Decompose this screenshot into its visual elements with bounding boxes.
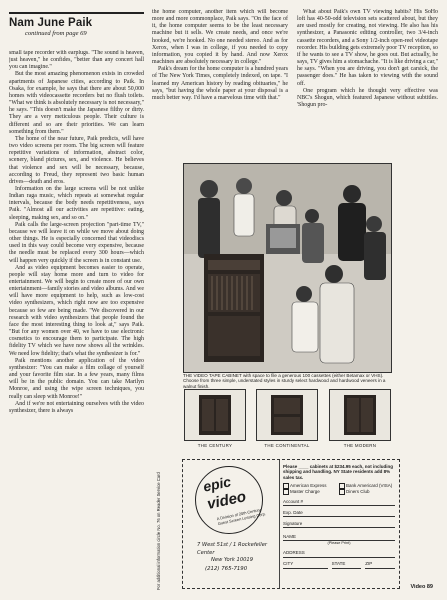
payment-option[interactable]: American Express bbox=[283, 483, 339, 489]
paragraph: And if we're not entertaining ourselves with the video synthesizer, there is always bbox=[9, 400, 144, 414]
paragraph: And as video equipment becomes easier to operate, people will stay home more and turn to video for entertainment. We will begin to create more of our own entertainment—family stories and video albums. And we will have more equipment to help, such as low-cost video synthesizers, which right now are too expensive because so few are being made. "We discovered in our research with video synthesizers that people found the face the most interesting thing to look at," says Paik. "But for any women over 40, we have to use electronic cosmetics to encourage them to participate. The high fidelity TV which we have now shows all the wrinkles. We need low fidelity; that's what the synthesizer is for." bbox=[9, 264, 144, 357]
order-instructions: Please ____ cabinets at $234.95 each, not including shipping and handling. NY State residents add 8% sales tax. bbox=[283, 464, 394, 480]
payment-options bbox=[283, 483, 395, 495]
paragraph: One program which he thought very effective was NBC's Shogun, which featured Japanese without subtitles. 'Shogun pro- bbox=[297, 87, 438, 109]
cabinet-label: THE MODERN bbox=[343, 443, 377, 448]
paragraph: Paik calls the large-screen projection "part-time TV," because we will leave it on while we move about doing other things. He is especially concerned that videodiscs used in this way could become very expensive, because the needle must be replaced every 300 hours—which will happen very quickly if the screen is in constant use. bbox=[9, 221, 144, 264]
photo-caption: THE VIDEO TAPE CABINET with space to file a generous 100 cassettes (either Betamax or VHS). Choose from three simple, understated styles in sturdy select hardwood and hardwood veneers in a walnut finish. bbox=[183, 373, 386, 389]
headline-block bbox=[9, 12, 144, 37]
column-3 bbox=[297, 9, 438, 154]
reader-service-note: For additional information circle No. 76 on Reader Service Card bbox=[156, 472, 161, 590]
company-address: 7 West 51st / 1 Rockefeller Center New York 10019 bbox=[197, 542, 268, 563]
paragraph: small tape recorder with earplugs. "The sound is heaven, just heaven," he confides, "better than any concert hall you can imagine." bbox=[9, 50, 144, 71]
column-1 bbox=[9, 50, 144, 590]
paragraph: But the most amazing phenomenon exists in crowded apartments of Japanese cities, according to Paik. In Osaka, for example, he says that there are about 50,000 homes with videocassette recorders but no flush toilets. "What we think is absolutely necessary is not necessary," he says. "This doesn't make the Japanese filthy or dirty. They are a very meticulous people. Their culture is different and so are their priorities. We can learn something from them." bbox=[9, 71, 144, 135]
company-phone: (212) 765-7190 bbox=[205, 566, 248, 572]
logo-word-video: video bbox=[205, 488, 248, 513]
payment-option[interactable]: Diners Club bbox=[339, 489, 395, 495]
logo-area bbox=[183, 460, 280, 588]
exp-date-field[interactable]: Exp. Date bbox=[283, 508, 395, 517]
cabinet-century bbox=[184, 389, 246, 448]
column-2 bbox=[152, 9, 288, 154]
cabinet-icon bbox=[342, 393, 378, 437]
cabinet-icon bbox=[197, 393, 233, 437]
logo-word-epic: epic bbox=[201, 473, 233, 495]
paragraph: Information on the large screens will be not unlike Indian raga music, which repeats at somewhat regular intervals, because the body needs repetitiveness, says Paik. "Almost all our activities are repetitive: eating, sleeping, making sex, and so on." bbox=[9, 185, 144, 221]
payment-option[interactable]: Master Charge bbox=[283, 489, 339, 495]
page-footer: Video 89 bbox=[410, 584, 433, 590]
cabinet-label: THE CONTINENTAL bbox=[264, 443, 310, 448]
logo-tagline: A Division of 20th Century Guest Screen Lessing Corp. bbox=[216, 507, 267, 526]
checkbox[interactable] bbox=[339, 489, 345, 495]
cabinet-continental bbox=[256, 389, 318, 448]
paragraph: What about Paik's own TV viewing habits? His SoHo loft has 40-50-odd television sets scattered about, but they are used mostly for creating, not viewing. He also has his synthesizer, a Panasonic editing controller, two 3/4-inch cassette recorders, and a Sony 1/2-inch open-reel videotape recorder. His building gets extremely poor TV reception, so if he wants to see a TV show, he goes out. But actually, he says, TV gives him a stomachache. "It is like driving a car," he says. "When you are driving, you don't get carsick, the passenger does." He has taken to viewing with the sound off. bbox=[297, 9, 438, 87]
paragraph: The home of the near future, Paik predicts, will have two video screens per room. The big screen will feature repetitive variations of information, abstract color, scenery, bland pictures, sex, and violence. He believes that violence and sex will be necessary, because, according to Freud, they represent two basic human drives—death and eros. bbox=[9, 135, 144, 185]
paragraph: Paik's dream for the home computer is a hundred years of The New York Times, completely indexed, on tape. "I learned my American history by reading obituaries," he says, "but having the whole paper at your disposal is a much better way. I'd have a marvelous time with that." bbox=[152, 66, 288, 101]
paragraph: Paik mentions another application of the video synthesizer: "You can make a film collage of yourself and your favorite film star. In a few years, many films will be in the public domain. You can take Marilyn Monroe, and using the wipe screen techniques, you really can sleep with Monroe!" bbox=[9, 357, 144, 400]
city-field[interactable]: CITY bbox=[283, 560, 328, 569]
cabinet-label: THE CENTURY bbox=[197, 443, 233, 448]
order-coupon bbox=[182, 459, 400, 589]
advertisement-photo bbox=[183, 163, 392, 373]
cabinet-modern bbox=[329, 389, 391, 448]
checkbox[interactable] bbox=[283, 489, 289, 495]
people-with-cabinet-photo bbox=[184, 164, 391, 372]
zip-field[interactable]: ZIP bbox=[365, 560, 395, 569]
name-field[interactable]: NAME bbox=[283, 532, 395, 541]
cabinet-icon bbox=[269, 393, 305, 437]
article-headline: Nam June Paik bbox=[9, 17, 93, 29]
address-field[interactable]: ADDRESS bbox=[283, 549, 395, 558]
state-field[interactable]: STATE bbox=[332, 560, 362, 569]
print-note: (Please Print) bbox=[327, 541, 351, 546]
payment-option[interactable]: Bank Americard (VISA) bbox=[339, 483, 395, 489]
signature-field[interactable]: Signature bbox=[283, 519, 395, 528]
paragraph: the home computer, another item which will become more and more commonplace, Paik says. "On the face of it, the home computer seems to be the least necessary machine but it sells. We create needs, and once we're hooked, we're hooked. No one needed stereo. And as for Xerox, when I was in college, if you needed to copy information, you copied it by hand. And now Xerox machines are absolutely necessary in college." bbox=[152, 9, 288, 66]
continued-note: continued from page 69 bbox=[25, 30, 87, 37]
account-field[interactable]: Account # bbox=[283, 497, 395, 506]
order-fields bbox=[283, 464, 395, 569]
